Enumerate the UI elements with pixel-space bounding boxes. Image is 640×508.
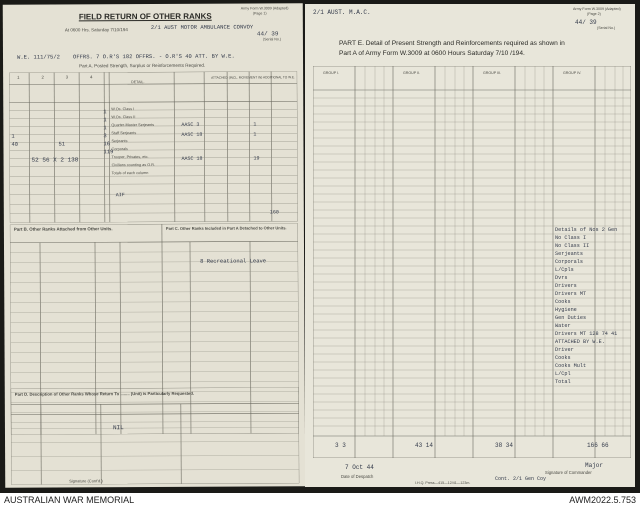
signature-label: Signature of Commander	[545, 470, 592, 475]
serial-number: 44/ 39	[256, 30, 279, 38]
attached-entry: AASC 18	[181, 155, 203, 162]
typed-entry: Dvrs	[555, 275, 568, 281]
attached-entry: AASC 18	[181, 131, 203, 138]
despatch-date-label: Date of Despatch	[341, 474, 374, 479]
typed-entry: Corporals	[555, 259, 584, 265]
stamp-total: 160	[269, 209, 279, 216]
form-reference: Army Form W.3009 (Adapted)	[573, 7, 621, 11]
archive-caption-bar	[0, 493, 640, 508]
group-header: GROUP I.	[323, 71, 340, 75]
part-c-entry: 8 Recreational Leave	[200, 257, 267, 265]
typed-entry: Cooks	[555, 355, 571, 361]
form-page: (Page 1)	[252, 11, 267, 16]
col-number: 1	[17, 74, 42, 80]
typed-entry: Drivers MT 128 74 41	[555, 331, 618, 337]
column-numbers	[17, 74, 114, 80]
at-hours-line: At 0600 Hrs. Saturday 7/10/194	[64, 27, 128, 33]
despatch-date: 7 Oct 44	[345, 464, 374, 471]
attached-entry: 19	[253, 155, 260, 162]
attached-entry: AASC 3	[181, 121, 200, 128]
cont-note: Cont. 2/1 Gen Coy	[495, 476, 547, 482]
attached-entry: 1	[253, 131, 257, 138]
part-e-title: PART E. Detail of Present Strength and Reinforcements required as shown in	[339, 40, 565, 47]
serial-label: (Serial No.)	[597, 26, 616, 30]
col-number: 3	[65, 74, 91, 80]
print-reference: I.H.Q. Press—415—12/41—123m.	[415, 481, 471, 485]
col-number: 2	[41, 74, 66, 80]
group-header: GROUP II.	[403, 71, 421, 75]
figure-value: 16	[103, 140, 111, 148]
typed-entry: Serjeants	[555, 251, 584, 257]
part-d-nil: NIL	[112, 424, 124, 432]
grand-total: 3 3	[335, 442, 346, 449]
grand-total: 38 34	[495, 442, 514, 449]
typed-entry: Cooks	[555, 299, 571, 305]
group-header: GROUP IV.	[563, 71, 582, 75]
part-c-title: Part C. Other Ranks Included in Part A Detached to Other Units.	[165, 225, 287, 231]
part-d-grid	[11, 387, 299, 485]
typed-entry: Cooks Mult	[555, 363, 587, 369]
group-iv-typed-entries	[555, 226, 617, 386]
typed-entry: Driver	[555, 347, 574, 353]
part-e-title-2: Part A of Army Form W.3009 at 0600 Hours Saturday 7/10 /194.	[339, 50, 525, 57]
rank-label: W.Os. Class I	[111, 107, 135, 112]
figure-value: 119	[103, 148, 114, 156]
typed-entry: ATTACHED BY W.E.	[555, 339, 605, 345]
figure-value: 51	[58, 140, 66, 148]
right-page-form	[305, 4, 635, 487]
typed-entry: L/Cpl	[555, 371, 571, 377]
serial-number: 44/ 39	[575, 19, 597, 26]
signature-line: Signature (Cont'd.)	[69, 478, 103, 484]
figures-column-we	[11, 133, 18, 149]
typed-entry: Water	[555, 323, 571, 329]
typed-entry: Hygiene	[555, 307, 577, 313]
figures-column-posted	[103, 108, 113, 156]
rank-label: Staff Serjeants	[111, 131, 137, 136]
attached-header: ATTACHED (INCL. MOVEMENT IN) ADDITIONAL TO W.E.	[211, 75, 295, 80]
grand-total: 43 14	[415, 442, 434, 449]
typed-entry: Gen Duties	[555, 315, 587, 321]
we-line: W.E. 111/75/2	[16, 53, 60, 61]
rank-label: W.Os. Class II	[111, 115, 136, 120]
figure-value: 1	[103, 108, 107, 116]
group-header: GROUP III.	[483, 71, 502, 75]
figure-value: 1	[103, 116, 107, 124]
rank-label: Quarter-Master Serjeants	[111, 122, 155, 128]
typed-entry: No Class I	[555, 235, 587, 241]
rank-label: Serjeants	[111, 139, 128, 144]
left-page-form	[3, 3, 306, 488]
typed-entry: Details of Nos 2 Gen	[555, 227, 618, 233]
rank-label: Trooper, Privates, etc.	[111, 155, 149, 160]
form-page: (Page 2)	[587, 12, 601, 16]
rank-label: Corporals	[111, 147, 128, 152]
typed-entry: Total	[555, 379, 571, 385]
stamp-aif: AIF	[115, 192, 125, 199]
offrs-line: OFFRS. 7 O.R'S 182 OFFRS. - O.R'S 40 ATT. BY W.E.	[72, 52, 235, 61]
figure-value: 1	[103, 124, 107, 132]
unit-name: 2/1 AUST. M.A.C.	[313, 9, 371, 16]
archive-name: AUSTRALIAN WAR MEMORIAL	[4, 495, 135, 505]
typed-entry: Drivers MT	[555, 291, 587, 297]
figure-value: 3	[103, 132, 107, 140]
rank-label: Totals of each column	[111, 171, 149, 176]
part-a-title: Part A. Posted Strength, Surplus or Reinforcements Required.	[79, 62, 206, 69]
rank-label: Civilians counting as O.R.	[111, 162, 156, 168]
form-reference: Army Form W.3009 (Adapted)	[240, 6, 289, 11]
detail-header: DETAIL.	[131, 80, 145, 85]
totals-row: 52 56 X 2 138	[31, 156, 79, 164]
typed-entry: No Class II	[555, 243, 590, 249]
serial-label: (Serial No.)	[262, 37, 282, 42]
typed-entry: L/Cpls	[555, 267, 574, 273]
figure-value: 1	[11, 132, 15, 140]
page-title: FIELD RETURN OF OTHER RANKS	[78, 11, 212, 22]
unit-name: 2/1 AUST MOTOR AMBULANCE CONVOY	[150, 23, 254, 32]
signature: Major	[585, 462, 604, 469]
attached-entry: 1	[253, 121, 257, 128]
figure-value: 40	[11, 140, 19, 148]
grand-total: 166 66	[587, 442, 609, 449]
typed-entry: Drivers	[555, 283, 577, 289]
part-d-title: Part D. Description of Other Ranks Whose Return To ........ (Unit) is Particularly Requested.	[14, 390, 195, 397]
ranks-list	[111, 105, 181, 177]
part-b-title: Part B. Other Ranks Attached from Other Units.	[13, 226, 113, 232]
archive-accession-number: AWM2022.5.753	[569, 495, 636, 505]
col-number: 4	[90, 74, 115, 80]
